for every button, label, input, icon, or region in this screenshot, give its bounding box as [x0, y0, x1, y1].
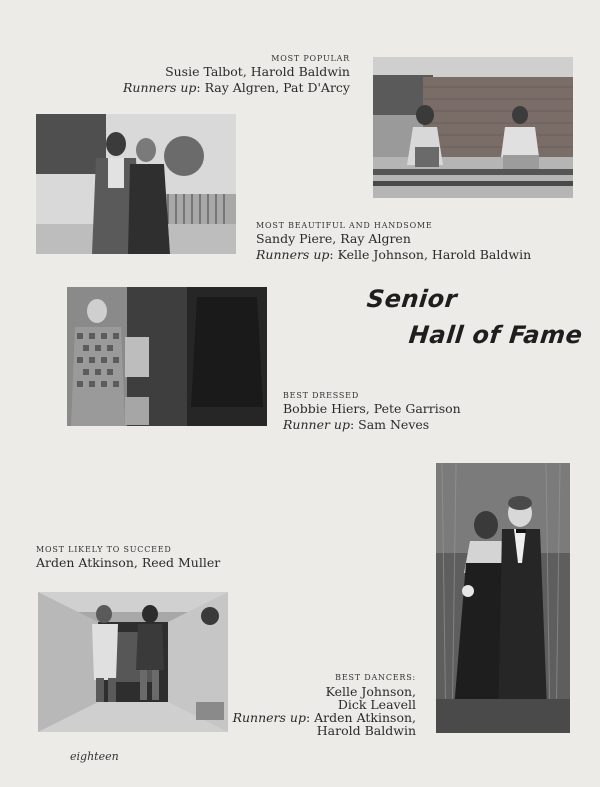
runners-up-names: : Kelle Johnson, Harold Baldwin: [329, 247, 532, 262]
most-popular-winners: Susie Talbot, Harold Baldwin: [165, 64, 350, 79]
most-popular-photo: [373, 57, 573, 198]
most-likely-category: MOST LIKELY TO SUCCEED: [36, 545, 172, 554]
most-likely-winners: Arden Atkinson, Reed Muller: [36, 555, 221, 570]
runners-up-label: Runners up: [123, 80, 197, 95]
runners-up-names: : Ray Algren, Pat D'Arcy: [196, 80, 350, 95]
most-beautiful-category: MOST BEAUTIFUL AND HANDSOME: [256, 221, 433, 230]
most-popular-category: MOST POPULAR: [271, 54, 350, 63]
most-beautiful-photo: [36, 114, 236, 254]
best-dressed-category: BEST DRESSED: [283, 391, 360, 400]
best-dressed-photo: [67, 287, 267, 426]
best-dancers-winner-2: Dick Leavell: [337, 697, 416, 712]
most-likely-photo: [38, 592, 228, 732]
most-beautiful-winners: Sandy Piere, Ray Algren: [256, 231, 411, 246]
runners-up-label: Runners up: [256, 247, 330, 262]
best-dancers-runners-up-2: Harold Baldwin: [316, 723, 416, 738]
headline-senior: Senior: [365, 285, 459, 313]
most-popular-runners-up: [123, 80, 350, 96]
runners-up-label: Runners up: [232, 710, 306, 725]
best-dancers-category: BEST DANCERS:: [335, 673, 416, 682]
best-dressed-winners: Bobbie Hiers, Pete Garrison: [283, 401, 461, 416]
runners-up-names-1: : Arden Atkinson,: [305, 710, 416, 725]
runner-up-label: Runner up: [283, 417, 350, 432]
best-dancers-winner-1: Kelle Johnson,: [325, 684, 416, 699]
best-dressed-runner-up: [283, 417, 429, 433]
page-number: eighteen: [70, 750, 119, 763]
best-dancers-photo: [436, 463, 570, 733]
most-beautiful-runners-up: [256, 247, 531, 263]
headline-hall-of-fame: Hall of Fame: [407, 321, 584, 349]
runner-up-names: : Sam Neves: [349, 417, 430, 432]
